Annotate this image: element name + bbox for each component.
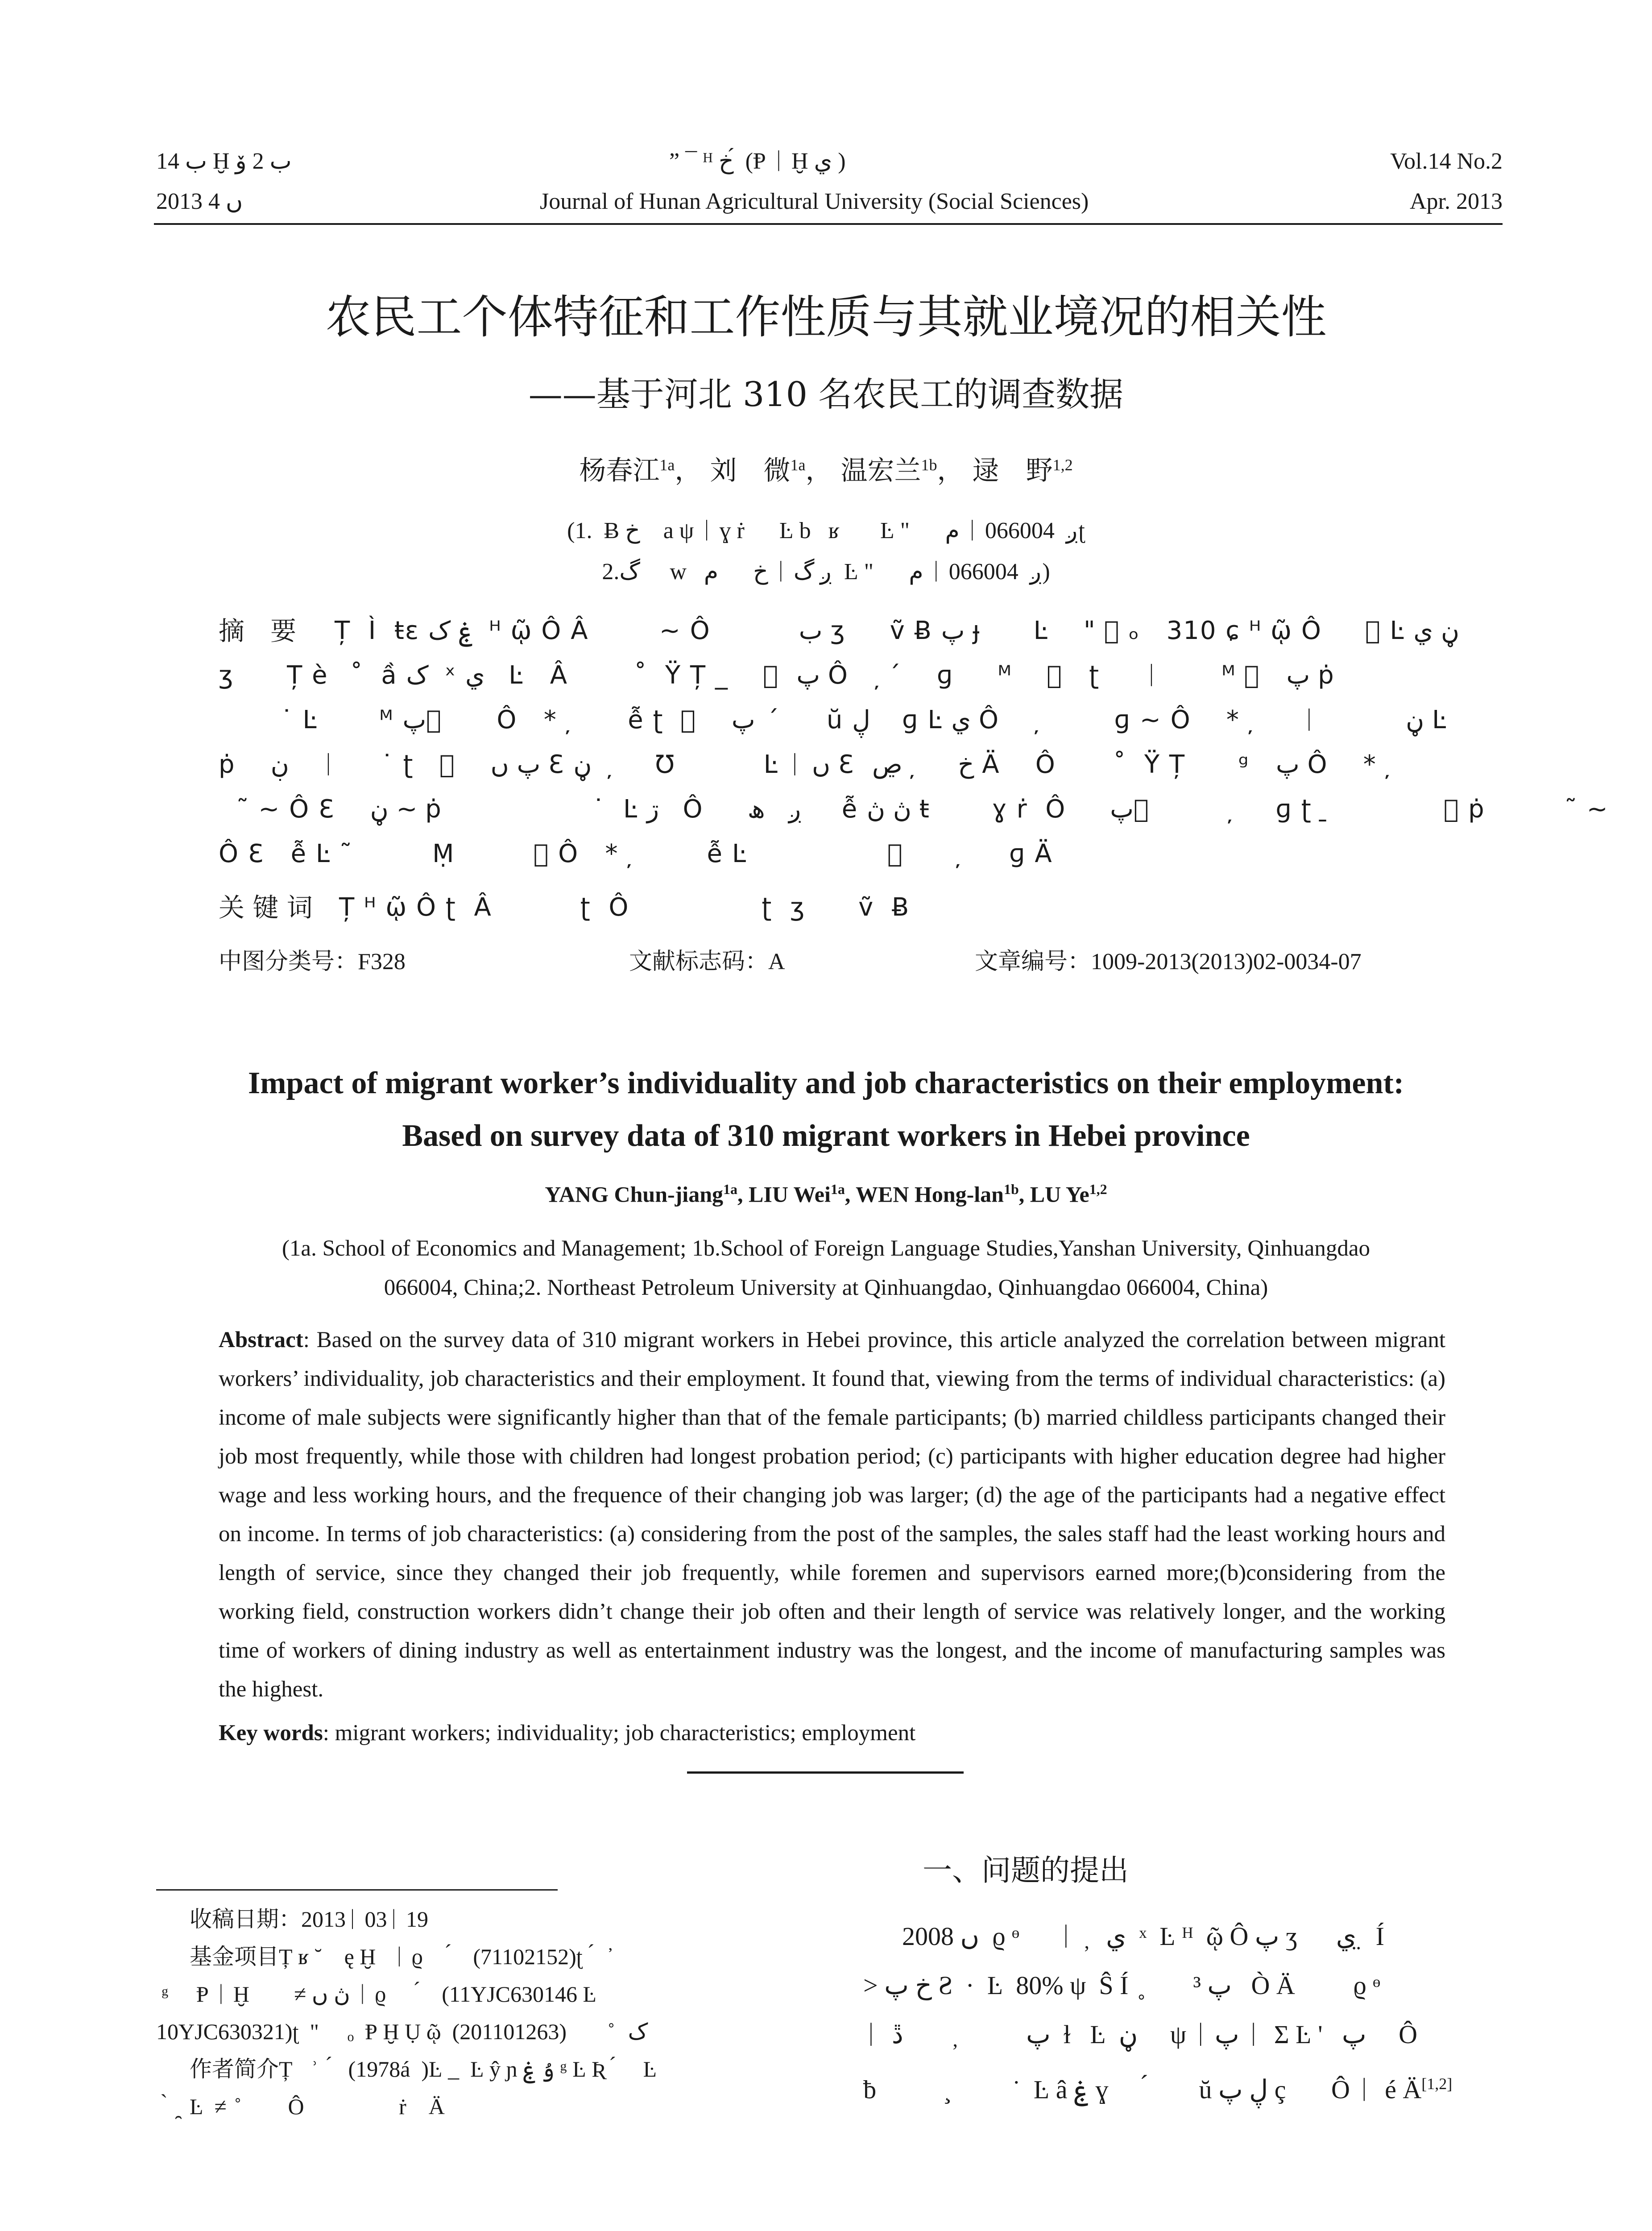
abstract-en-label: Abstract	[219, 1327, 303, 1352]
affiliation-cn-line: 2.گ ⃞ w خ م ᛁ ږ گ Ŀ " ⃞ م ᛁ ږ 066004)	[602, 559, 1050, 585]
abstract-cn-line: ʒ Ț è ̊ ầ ک ˣ ي Ŀ Â ̊ Ÿ Ț _ ⃞ پ Ô ̦ ́ ɡ ᴹ ⃞ ʈ ᛁ ᴹ ⃞ پ ṗ	[219, 661, 1335, 690]
section-body-text: ƀ ̧ ˙ Ŀ â ۼ ɣ ́ ŭ ڸ پ ç Ô ᛁ é Ä	[863, 2075, 1422, 2104]
title-cn: 农民工个体特征和工作性质与其就业境况的相关性	[325, 291, 1327, 344]
header-rule	[154, 223, 1503, 225]
affiliation-en-line: (1a. School of Economics and Management; 1b.School of Foreign Language Studies,Yanshan University, Qinhuangdao	[282, 1236, 1370, 1261]
abstract-cn-line: ˙ Ŀ ᴹ پ ⃞ Ô * ̦ ễ ʈ ⃞ پ ́ ŭ ڸ ɡ Ŀ ي Ô ̦ ɡ ~ Ô * ̦ ᛁ ڼ Ŀ	[219, 705, 1447, 734]
footnote-line: ᵍ Ᵽ ᛁ Ḫ ≠ ڽ ں ᛁ ϱ ́ (11YJC630146 Ŀ	[156, 1982, 597, 2007]
affiliation-en-line: 066004, China;2. Northeast Petroleum University at Qinhuangdao, Qinhuangdao 066004, China)	[384, 1275, 1268, 1300]
abstract-cn-line: ˜ ~ Ô Ɛ ڼ ~ ṗ ˙ Ŀ ڗ Ô ږ ھ ễ ڽ ڽ ŧ ɣ ṙ Ô پ ⃞ ̦ ɡ ʈ ̱ ⃞ ṗ ˜ ~	[219, 795, 1609, 824]
author-sep: ，	[937, 455, 964, 486]
section-body-line: > خ پ Ƨ · Ŀ 80% ψ Ŝ Í ̥ پ ³ Ò Ä ϱ ᶱ	[863, 1971, 1380, 2000]
clc-value: F328	[358, 949, 406, 975]
section-body-line: 2008 ں ϱ ᶱ ᛁ ̦ ي ˣ Ŀ ᴴ ῷ Ô پ ʒ ي ̤ Í	[863, 1922, 1384, 1951]
author-en: WEN Hong-lan	[855, 1182, 1004, 1207]
authors-cn	[0, 447, 1652, 489]
footnote-line: 基金项目Ț ʁ ˘ ę Ḫ ᛁ ϱ ́ (71102152)ʈ ́ ̓	[156, 1944, 611, 1969]
author-cn-sup: 1,2	[1052, 456, 1073, 474]
author-cn: 杨春江	[579, 455, 660, 486]
keywords-cn-label: 关 键 词	[219, 892, 313, 923]
footnote-line: 作者简介Ț ͗ ́ (1978á )Ŀ _ Ŀ ŷ ɲ ۇ ۼ ᵍ Ŀ Ʀ ́ Ŀ	[156, 2057, 657, 2082]
author-sep: ,	[1019, 1182, 1030, 1207]
author-en: LIU Wei	[749, 1182, 831, 1207]
clc-label: 中图分类号：	[219, 948, 358, 975]
author-cn-sup: 1b	[921, 456, 937, 474]
author-en-sup: 1,2	[1089, 1181, 1107, 1197]
header-date-local: 2013 ں 4	[156, 189, 243, 214]
footnote-line: 收稿日期：2013ᛁ 03ᛁ 19	[156, 1907, 428, 1932]
author-sep: ,	[737, 1182, 749, 1207]
keywords-en-text: : migrant workers; individuality; job characteristics; employment	[323, 1721, 916, 1746]
abstract-cn-line: Ô Ɛ ễ Ŀ ˜ Ṃ ⃞ Ô * ̦ ễ Ŀ ⃞ ̦ ɡ Ä	[219, 839, 1053, 868]
header-journal-local: ” ¯ ᴴ خ ́ (Ᵽ ᛁ Ḫ ي )	[669, 149, 846, 174]
subtitle-cn: ——基于河北 310 名农民工的调查数据	[528, 374, 1124, 414]
abstract-en-text: : Based on the survey data of 310 migrant workers in Hebei province, this article analyzed the correlation between migrant workers’ individuality, job characteristics and their employment. It found that, viewing from the terms of individual characteristics: (a) income of male subjects were significantly higher than that of the female participants; (b) married childless participants changed their job most frequently, while those with children had longest probation period; (c) participants with higher education degree had higher wage and less working hours, and the frequence of their changing job was larger; (d) the age of the participants had a negative effect on income. In terms of job characteristics: (a) considering from the post of the samples, the sales staff had the least working hours and length of service, since they changed their job frequently, while foremen and supervisors earned more;(b)considering from the working field, construction workers didn’t change their job often and their length of service was relatively longer, and the working time of workers of dining industry as well as entertainment industry was the longest, and the income of manufacturing samples was the highest.	[219, 1327, 1445, 1702]
separator-rule	[687, 1771, 964, 1774]
footnote-line: 10YJC630321)ʈ " ⃞ ₒ Ᵽ Ḫ Ụ ῷ ک ̊ (201101263)	[156, 2019, 648, 2044]
footnote-rule	[156, 1889, 558, 1891]
header-date: Apr. 2013	[1410, 189, 1503, 214]
citation-sup: [1,2]	[1421, 2075, 1453, 2093]
author-sep: ，	[675, 455, 702, 486]
doc-value: A	[768, 949, 785, 975]
abstract-cn-line: Ț Ì ŧɛ ۼ ک ᴴ ῷ Ô Â ~ Ô ب ʒ ṽ Ƀ پ ɟ Ŀ " ⃞ ₒ 310 ɕ ᴴ ῷ Ô ⃞ Ŀ ڼ ي	[335, 616, 1460, 645]
section-body-line	[863, 2061, 1452, 2112]
article-value: 1009-2013(2013)02-0034-07	[1091, 949, 1362, 975]
abstract-cn-line: ṗ ڹ ᛁ ˙ ʈ ⃞ پ ں Ɛ ڼ ̦ Ʊ Ŀ ᛁ ں Ɛ خ ̦ ڝ Ä Ô ̊ Ÿ Ț ᵍ پ Ô * ̦	[219, 750, 1395, 779]
keywords-cn-text: Ț ᴴ ῷ Ô ʈ Â ʈ Ô ʈ ʒ ṽ Ƀ	[339, 893, 910, 922]
header-volume: Vol.14 No.2	[1390, 149, 1503, 174]
title-en-line2: Based on survey data of 310 migrant workers in Hebei province	[402, 1119, 1250, 1153]
author-en: YANG Chun-jiang	[545, 1182, 724, 1207]
author-en-sup: 1a	[723, 1181, 738, 1197]
section-heading: 一、问题的提出	[923, 1853, 1129, 1887]
article-label: 文章编号：	[975, 948, 1091, 975]
author-en: LU Ye	[1030, 1182, 1089, 1207]
footnote-line: ̀ ̯ Ŀ ≠ ̊ Ô ṙ Ä	[156, 2094, 445, 2119]
article-number	[975, 946, 1362, 978]
author-sep: ，	[805, 455, 832, 486]
clc-number	[219, 946, 406, 978]
abstract-cn-label: 摘 要	[219, 616, 297, 646]
section-body-line: ᛁ پ ̦ ڐ ɫ Ŀ ڼ ψ ᛁ پ ᛁ Σ Ŀ ' پ Ô	[863, 2020, 1418, 2049]
author-cn: 温宏兰	[840, 455, 921, 486]
header-journal-title: Journal of Hunan Agricultural University (Social Sciences)	[540, 189, 1089, 214]
abstract-en	[219, 1321, 1445, 1709]
affiliation-cn-line: (1. Ƀ خ a ψ ᛁ ɣ ṙ Ŀ b ʁ Ŀ " ⃞ م ᛁ ږ 066004ʈ	[567, 518, 1085, 543]
author-cn-sup: 1a	[659, 456, 675, 474]
author-en-sup: 1b	[1003, 1181, 1019, 1197]
title-en-line1: Impact of migrant worker’s individuality and job characteristics on their employment:	[248, 1066, 1404, 1100]
doc-label: 文献标志码：	[629, 948, 769, 975]
author-cn: 逯 野	[972, 455, 1053, 486]
author-en-sup: 1a	[830, 1181, 845, 1197]
author-cn-sup: 1a	[790, 456, 806, 474]
author-cn: 刘 微	[710, 455, 791, 486]
document-code	[629, 946, 785, 978]
keywords-en-label: Key words	[219, 1721, 323, 1746]
header-volume-local: ب 14 Ḫ ب 2 ۆ	[156, 149, 292, 174]
authors-en	[0, 1174, 1652, 1210]
keywords-en	[219, 1715, 915, 1751]
author-sep: ,	[845, 1182, 856, 1207]
